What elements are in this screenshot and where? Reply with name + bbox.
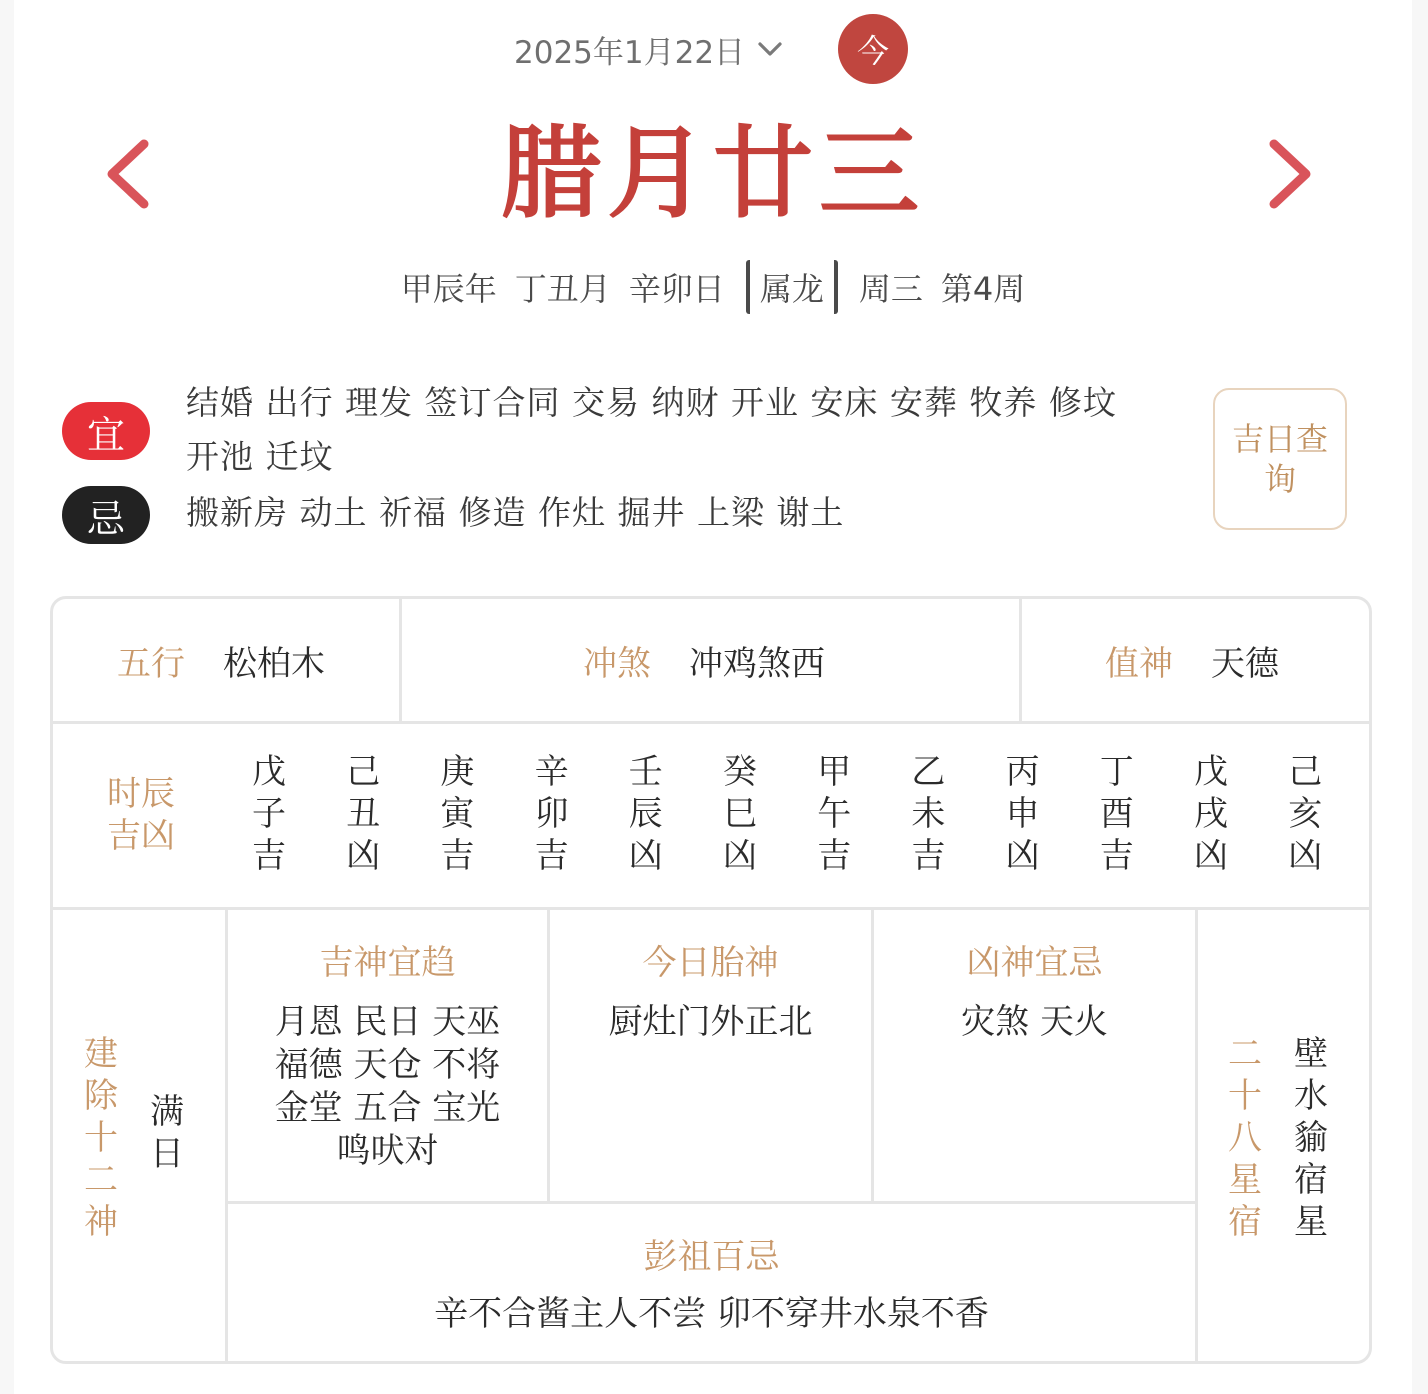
hour-luck: 吉 (817, 836, 852, 876)
hour-stem: 戊 (1194, 752, 1228, 792)
hour-stem: 辛 (534, 752, 569, 792)
jianchu-title-char: 十 (84, 1118, 118, 1158)
jishen-line: 鸣吠对 (336, 1131, 439, 1171)
hours-title-line2: 吉凶 (107, 816, 175, 856)
xiu-title-char: 八 (1228, 1118, 1262, 1158)
xiu-title (1225, 1033, 1265, 1243)
ganzhi-line (14, 260, 1412, 314)
zhishen-label: 值神 (1105, 643, 1173, 684)
hour-luck: 凶 (1005, 836, 1040, 876)
jianchu-title-char: 神 (84, 1202, 118, 1242)
hour-column (720, 751, 760, 877)
hour-luck: 吉 (1099, 836, 1134, 876)
jianchu-value-char: 满 (150, 1092, 184, 1132)
date-picker[interactable] (514, 24, 785, 74)
chongsha-cell (583, 599, 825, 721)
jianchu-title-char: 建 (84, 1034, 118, 1074)
hour-luck: 吉 (440, 836, 475, 876)
lunar-date: 腊月廿三 (501, 114, 925, 232)
xiu-title-char: 宿 (1228, 1202, 1262, 1242)
xiu-value-char: 貐 (1294, 1118, 1328, 1158)
hour-luck: 凶 (723, 836, 757, 876)
hour-luck: 凶 (1194, 836, 1228, 876)
hour-branch: 辰 (628, 794, 663, 834)
xiu-title-char: 二 (1228, 1034, 1262, 1074)
zhishen-cell (1105, 599, 1279, 721)
hour-stem: 戊 (252, 752, 286, 792)
hours-title (101, 773, 181, 857)
hour-stem: 丁 (1099, 752, 1134, 792)
hour-branch: 丑 (346, 794, 381, 834)
hour-luck: 吉 (534, 836, 569, 876)
xiu-value-char: 宿 (1294, 1160, 1328, 1200)
jishen-line: 月恩 民日 天巫 (274, 1002, 501, 1042)
hour-branch: 亥 (1288, 794, 1323, 834)
taishen-title: 今日胎神 (642, 943, 779, 983)
ji-activities: 搬新房 动土 祈福 修造 作灶 掘井 上梁 谢土 (186, 493, 845, 532)
wuxing-value: 松柏木 (223, 643, 325, 684)
taishen-value: 厨灶门外正北 (608, 1002, 813, 1042)
hour-column (1097, 751, 1137, 877)
jianchu-title (81, 1033, 121, 1243)
hour-luck: 吉 (252, 836, 286, 876)
hour-column (814, 751, 854, 877)
jishen-title: 吉神宜趋 (319, 943, 456, 983)
xiu-value-char: 壁 (1294, 1034, 1328, 1074)
hour-column (626, 751, 666, 877)
xiu-title-char: 十 (1228, 1076, 1262, 1116)
hour-branch: 巳 (723, 794, 757, 834)
hour-column (1003, 751, 1043, 877)
today-button[interactable]: 今 (838, 14, 908, 84)
hour-column (437, 751, 477, 877)
month-ganzhi: 丁丑月 (514, 270, 611, 308)
hour-stem: 庚 (440, 752, 475, 792)
jianchu-value-char: 日 (150, 1134, 184, 1174)
xiongshen-value: 灾煞 天火 (961, 1002, 1108, 1042)
chongsha-label: 冲煞 (583, 643, 651, 684)
hour-column (249, 751, 289, 877)
hour-stem: 乙 (911, 752, 946, 792)
jishen-line: 金堂 五合 宝光 (274, 1088, 501, 1128)
jianchu-title-char: 除 (84, 1076, 118, 1116)
hour-branch: 戌 (1194, 794, 1228, 834)
hour-column (343, 751, 383, 877)
weekday: 周三 (858, 270, 923, 308)
pengzu-title: 彭祖百忌 (643, 1237, 780, 1277)
zhishen-value: 天德 (1211, 643, 1279, 684)
jianchu-value (147, 1091, 187, 1175)
almanac-table (50, 596, 1372, 1364)
hour-stem: 壬 (628, 752, 663, 792)
hour-luck: 凶 (346, 836, 381, 876)
hour-stem: 丙 (1005, 752, 1040, 792)
hour-branch: 卯 (534, 794, 569, 834)
wuxing-cell (117, 599, 325, 721)
hour-stem: 己 (1288, 752, 1323, 792)
xiu-value-char: 水 (1294, 1076, 1328, 1116)
ji-badge: 忌 (62, 486, 150, 544)
hours-title-line1: 时辰 (107, 774, 175, 814)
hour-luck: 凶 (628, 836, 663, 876)
chevron-down-icon (755, 34, 785, 64)
xiongshen-title: 凶神宜忌 (966, 943, 1103, 983)
chongsha-value: 冲鸡煞西 (689, 643, 825, 684)
hour-branch: 酉 (1099, 794, 1134, 834)
yi-badge: 宜 (62, 402, 150, 460)
hour-column (1285, 751, 1325, 877)
year-ganzhi: 甲辰年 (400, 270, 497, 308)
hour-luck: 吉 (911, 836, 946, 876)
jianchu-title-char: 二 (84, 1160, 118, 1200)
hour-stem: 癸 (723, 752, 757, 792)
hour-branch: 子 (252, 794, 286, 834)
hour-column (908, 751, 948, 877)
current-date: 2025年1月22日 (514, 34, 746, 71)
hour-stem: 己 (346, 752, 381, 792)
wuxing-label: 五行 (117, 643, 185, 684)
xiu-title-char: 星 (1228, 1160, 1262, 1200)
hour-branch: 寅 (440, 794, 475, 834)
lucky-day-query-button[interactable]: 吉日查询 (1213, 388, 1347, 530)
hour-stem: 甲 (817, 752, 852, 792)
hour-branch: 申 (1005, 794, 1040, 834)
hour-branch: 未 (911, 794, 946, 834)
zodiac: 属龙 (746, 260, 838, 314)
pengzu-value: 辛不合酱主人不尝 卯不穿井水泉不香 (434, 1294, 989, 1334)
week-number: 第4周 (940, 270, 1026, 308)
hour-column (1191, 751, 1231, 877)
day-ganzhi: 辛卯日 (628, 270, 725, 308)
yi-activities: 结婚 出行 理发 签订合同 交易 纳财 开业 安床 安葬 牧养 修坟 开池 迁坟 (186, 383, 1117, 476)
xiu-value (1291, 1033, 1331, 1243)
hour-column (532, 751, 572, 877)
hour-luck: 凶 (1288, 836, 1323, 876)
jishen-list (228, 1001, 547, 1173)
almanac-page (14, 0, 1412, 1394)
hour-branch: 午 (817, 794, 852, 834)
xiu-value-char: 星 (1294, 1202, 1328, 1242)
jishen-line: 福德 天仓 不将 (274, 1045, 501, 1085)
